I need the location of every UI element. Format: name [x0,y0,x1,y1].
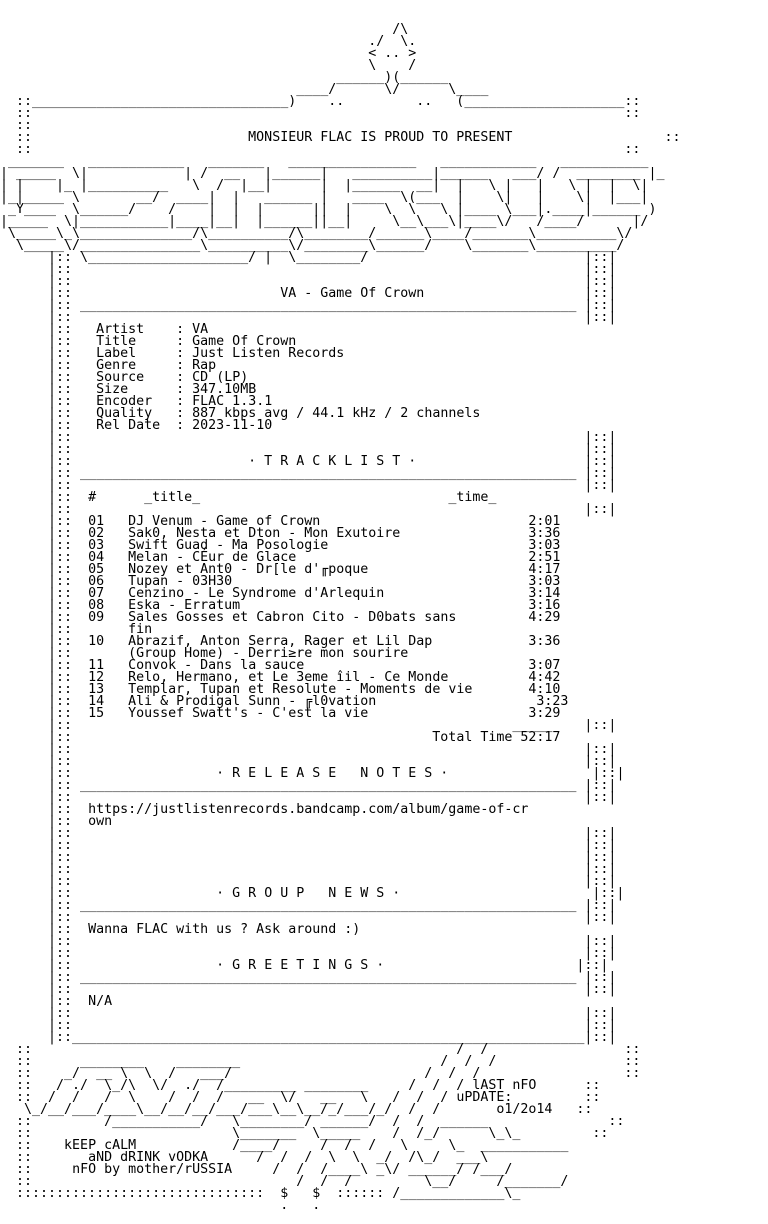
track-row: |:: 08 Eska - Erratum 3:16 [0,598,561,613]
track-title: Sak0, Nesta et Dton - Mon Exutoire [128,526,401,541]
info-row-genre: |:: Genre : Rap [0,358,217,373]
group-news-text: Wanna FLAC with us ? Ask around :) [88,922,361,937]
info-key: Artist [96,322,145,337]
track-number: 07 [88,586,105,601]
track-row: |:: 01 DJ Venum - Game of Crown 2:01 [0,514,561,529]
track-number: 03 [88,538,105,553]
presenter-row: :: MONSIEUR FLAC IS PROUD TO PRESENT :: [0,130,681,145]
footer-last-nfo: lAST nFO [472,1078,537,1093]
track-time: 3:16 [528,598,561,613]
info-row-rel-date: |:: Rel Date : 2023-11-10 [0,418,273,433]
info-value: 887 kbps avg / 44.1 kHz / 2 channels [192,406,481,421]
track-row: |:: 05 Nozey et Ant0 - Dr[le d'╓poque 4:17 [0,562,561,577]
footer-motto-keep-calm: kEEP cALM [64,1138,137,1153]
column-header-time: _time_ [448,490,497,505]
track-title: Templar, Tupan et Resolute - Moments de vie [128,682,473,697]
tracklist-heading-row: |:: · T R A C K L I S T · |::| [0,454,617,469]
track-row: |:: 14 Ali & Prodigal Sunn - ╔l0vation 3:23 [0,694,569,709]
track-number: 08 [88,598,105,613]
release-notes-url[interactable]: https://justlistenrecords.bandcamp.com/album/game-of-cr [88,802,529,817]
footer-credit: nFO by mother/rUSSIA [72,1162,233,1177]
track-time: 3:03 [528,574,561,589]
track-row: |:: 07 Cenzino - Le Syndrome d'Arlequin 3:14 [0,586,561,601]
track-number: 06 [88,574,105,589]
track-time: 4:42 [528,670,561,685]
greetings-row: |:: N/A [0,994,113,1009]
track-time: 4:17 [528,562,561,577]
track-row-continued: |:: fin [0,622,153,637]
info-key: Size [96,382,129,397]
group-news-heading-row: |:: · G R O U P N E W S · |::| [0,886,625,901]
footer-update-row: :: / / / \ / / / __ \/ __ \ / / / uPDATE: :: [0,1090,601,1105]
track-time: 3:07 [528,658,561,673]
track-row: |:: 10 Abrazif, Anton Serra, Rager et Lil Dap 3:36 [0,634,561,649]
footer-logo-art-middle: :: /___________/ \________/ ______/ / / ______ :: :: \_______ \_____ / /_/ \_\_ :: [16,1114,625,1141]
tracklist-heading: · T R A C K L I S T · [248,454,417,469]
total-time-row: |:: Total Time 52:17 [0,730,561,745]
info-key: Genre [96,358,137,373]
track-row: |:: 06 Tupan - 03H30 3:03 [0,574,561,589]
track-time: 3:23 [536,694,569,709]
release-notes-heading: · R E L E A S E N O T E S · [216,766,449,781]
release-title-row: |:: VA - Game Of Crown |::| [0,286,617,301]
track-time: 2:01 [528,514,561,529]
footer-credit-row: :: nFO by mother/rUSSIA / / /____\ _\/ ______/ /___/ [0,1162,513,1177]
tracklist-column-headers: |:: # _title_ _time_ [0,490,497,505]
release-notes-url-continued[interactable]: own [88,814,113,829]
release-title: VA - Game Of Crown [280,286,425,301]
track-number: 04 [88,550,105,565]
info-row-title: |:: Title : Game Of Crown [0,334,297,349]
info-row-size: |:: Size : 347.10MB [0,382,257,397]
footer-motto2-row: :: aND dRINK vODKA / / / \ \ _/ /\_/ ___\ [0,1150,489,1165]
track-number: 01 [88,514,105,529]
group-logo-art: :: :: _______ ____________ _______ ________________ ____________ ___________ | _____ \| | / __ |______| __________|______ ___/ / ________ |_ | | |_ |__________ \ / |__| | |______ __| | \ | | \ | | \| |_|_____ \ __/ ____| | ______ | ____ \(___ | \| | \| |___| _Y____ \______/ / | | | || | \ \ \ |____ \___|.____|______ ) |_____ \|___________|____|__| |______||__| \__\___\|____\/ /____/ |/ \_____\_\______________/\__________/\________/______\____/_______\__________\/ \_____\/_______________\__________\/________\______/ \_______\__________/ |:: \____________________/ | \________/ |::| |:: |::| [0,142,665,277]
footer-date: o1/2o14 [496,1102,553,1117]
track-number: 15 [88,706,105,721]
info-key: Encoder [96,394,153,409]
track-time: 3:29 [528,706,561,721]
track-row: |:: 02 Sak0, Nesta et Dton - Mon Exutoire 3:36 [0,526,561,541]
footer-motto1-row: :: kEEP cALM /____/ / / / \ \_ ___________ [0,1138,569,1153]
track-title: Nozey et Ant0 - Dr[le d'╓poque [128,562,369,577]
footer-update: uPDATE: [456,1090,513,1105]
info-value: CD (LP) [192,370,249,385]
info-key: Rel Date [96,418,161,433]
footer-motto-drink-vodka: aND dRINK vODKA [88,1150,209,1165]
track-row: |:: 12 Relo, Hermano, et Le 3eme îil - Ce Monde 4:42 [0,670,561,685]
presenter-line: MONSIEUR FLAC IS PROUD TO PRESENT [248,130,513,145]
info-value: Game Of Crown [192,334,297,349]
nfo-document: /\ ./ \. < .. > \ / ______)(______ ____/ \/ \____ ::________________________________) .. .. (____________________:: :: :: :: :: MONSIEUR FLAC IS PROUD TO PRESENT :: :: :: _______ ____________ _______ ________________ ____________ ___________ | _____ \| | / __ |______| __________|______ ___/ / ________ |_ | | |_ |__________ \ / |__| | |______ __| | \ | | \ | | \| |_|_____ \ __/ ____| | ______ | ____ \(___ | \| | \| |___| _Y____ \______/ / | | | || | \ \ \ |____ \___|.____|______ ) |_____ \|___________|____|__| |______||__| \__\___\|____\/ /____/ |/ \_____\_\______________/\__________/\________/______\____/_______\__________\/ \_____\/_______________\__________\/________\______/ \_______\__________/ |:: \____________________/ | \________/ |::| |:: |::| |:: |::| |:: VA - Game Of Crown |::| |:: ______________________________________________________________ |::| |:: |::| |:: Artist : VA |:: Title : Game Of Crown |:: Label : Just Listen Records |:: Genre : Rap |:: Source : CD (LP) |:: Size : 347.10MB |:: Encoder : FLAC 1.3.1 |:: Quality : 887 kbps avg / 44.1 kHz / 2 channels |:: Rel Date : 2023-11-10 |:: |::| |:: |::| |:: · T R A C K L I S T · |::| |:: ______________________________________________________________ |::| |:: |::| |:: # _title_ _time_ |:: |::| |:: 01 DJ Venum - Game of Crown 2:01 |:: 02 Sak0, Nesta et Dton - Mon Exutoire 3:36 |:: 03 Swift Guad - Ma Posologie 3:03 |:: 04 Melan - CÉur de Glace 2:51 |:: 05 Nozey et Ant0 - Dr[le d'╓poque 4:17 |:: 06 Tupan - 03H30 3:03 |:: 07 Cenzino - Le Syndrome d'Arlequin 3:14 |:: 08 Eska - Erratum 3:16 |:: 09 Sales Gosses et Cabron Cito - D0bats sans 4:29 |:: fin |:: 10 Abrazif, Anton Serra, Rager et Lil Dap 3:36 |:: (Group Home) - Derri≥re mon sourire |:: 11 Convok - Dans la sauce 3:07 |:: 12 Relo, Hermano, et Le 3eme îil - Ce Monde 4:42 |:: 13 Templar, Tupan et Resolute - Moments de vie 4:10 |:: 14 Ali & Prodigal Sunn - ╔l0vation 3:23 |:: 15 Youssef Swatt's - C'est la vie 3:29 |:: _____ |::| |:: Total Time 52:17 |:: |::| |:: |::| |:: · R E L E A S E N O T E S · |::| |:: ______________________________________________________________ |::| |:: |::| |:: https://justlistenrecords.bandcamp.com/album/game-of-cr |:: own |:: |::| |:: |::| |:: |::| |:: |::| |:: |::| |:: · G R O U P N E W S · |::| |:: ______________________________________________________________ |::| |:: |::| |:: Wanna FLAC with us ? Ask around :) |:: |::| |:: |::| |:: · G R E E T I N G S · |::| |:: ______________________________________________________________ |::| |:: |::| |:: N/A |:: |::| |:: |::| |::________________________________________________________________|::| :: / / :: :: ________ ________ / / / :: :: _/ __ \ \ / ___/ / / / :: :: / ./ \_/\ \/ ./ /_________ ________ / / / lAST nFO :: :: / / / \ / / / __ \/ __ \ / / / uPDATE: :: \_/__/___/____\__/__/__/___/___\__\__/_/___/_/ / / o1/2o14 :: :: /___________/ \________/ ______/ / / ______ :: :: \_______ \_____ / /_/ \_\_ :: :: kEEP cALM /____/ / / / \ \_ ___________ :: aND dRINK vODKA / / / \ \ _/ /\_/ ___\ :: nFO by mother/rUSSIA / / /____\ _\/ ______/ /___/ :: / / / \__/ /_______/ ::::::::::::::::::::::::::::::: $ $ :::::: /_____________\_ . . [0,22,681,1213]
release-info-block [0,324,680,432]
track-title: DJ Venum - Game of Crown [128,514,321,529]
track-title: Melan - CÉur de Glace [128,550,297,565]
track-title: Youssef Swatt's - C'est la vie [128,706,369,721]
track-number: 02 [88,526,105,541]
track-title-continued: fin [128,622,153,637]
column-header-number: # [88,490,97,505]
track-number: 11 [88,658,105,673]
track-number: 10 [88,634,105,649]
column-header-title: _title_ [144,490,201,505]
track-time: 4:29 [528,610,561,625]
track-title: Cenzino - Le Syndrome d'Arlequin [128,586,385,601]
track-time: 3:36 [528,526,561,541]
track-title: Tupan - 03H30 [128,574,233,589]
track-row: |:: 03 Swift Guad - Ma Posologie 3:03 [0,538,561,553]
info-row-label: |:: Label : Just Listen Records [0,346,345,361]
release-notes-heading-row: |:: · R E L E A S E N O T E S · |::| [0,766,625,781]
track-list [0,516,680,720]
track-title: Swift Guad - Ma Posologie [128,538,329,553]
info-value: 2023-11-10 [192,418,273,433]
track-number: 13 [88,682,105,697]
info-row-source: |:: Source : CD (LP) [0,370,249,385]
track-time: 3:03 [528,538,561,553]
track-title: Convok - Dans la sauce [128,658,305,673]
track-time: 2:51 [528,550,561,565]
group-news-row: |:: Wanna FLAC with us ? Ask around :) [0,922,361,937]
group-news-heading: · G R O U P N E W S · [216,886,401,901]
track-number: 14 [88,694,105,709]
header-logo-art: /\ ./ \. < .. > \ / ______)(______ ____/ \/ \____ ::________________________________) .. .. (____________________:: :: :: :: [16,22,641,133]
track-title: Sales Gosses et Cabron Cito - D0bats sans [128,610,457,625]
track-time: 3:36 [528,634,561,649]
release-notes-line: |:: own [0,814,113,829]
info-value: 347.10MB [192,382,257,397]
info-key: Label [96,346,137,361]
footer-logo-art-top: :: / / :: :: ________ ________ / / / :: :: _/ __ \ \ / ___/ / / / :: [16,1042,641,1081]
track-time: 3:14 [528,586,561,601]
track-row: |:: 04 Melan - CÉur de Glace 2:51 [0,550,561,565]
greetings-heading-row: |:: · G R E E T I N G S · |::| [0,958,609,973]
track-number: 12 [88,670,105,685]
track-title: Relo, Hermano, et Le 3eme îil - Ce Monde [128,670,449,685]
footer-logo-art-bottom: :: / / / \__/ /_______/ ::::::::::::::::::::::::::::::: $ $ :::::: /_____________\_ . . [16,1174,569,1213]
info-row-quality: |:: Quality : 887 kbps avg / 44.1 kHz / 2 channels [0,406,481,421]
release-notes-line: |:: https://justlistenrecords.bandcamp.com/album/game-of-cr [0,802,529,817]
track-number: 09 [88,610,105,625]
footer-date-row: \_/__/___/____\__/__/__/___/___\__\__/_/___/_/ / / o1/2o14 :: [0,1102,593,1117]
info-key: Source [96,370,145,385]
track-title: Eska - Erratum [128,598,241,613]
track-row: |:: 15 Youssef Swatt's - C'est la vie 3:29 [0,706,561,721]
total-time: Total Time 52:17 [432,730,561,745]
track-title: Ali & Prodigal Sunn - ╔l0vation [128,694,377,709]
track-row-continued: |:: (Group Home) - Derri≥re mon sourire [0,646,409,661]
info-value: FLAC 1.3.1 [192,394,273,409]
greetings-heading: · G R E E T I N G S · [216,958,385,973]
footer-last-nfo-row: :: / ./ \_/\ \/ ./ /_________ ________ / / / lAST nFO :: [0,1078,601,1093]
track-row: |:: 09 Sales Gosses et Cabron Cito - D0bats sans 4:29 [0,610,561,625]
track-row: |:: 13 Templar, Tupan et Resolute - Moments de vie 4:10 [0,682,561,697]
greetings-text: N/A [88,994,113,1009]
info-value: VA [192,322,209,337]
info-value: Rap [192,358,217,373]
info-value: Just Listen Records [192,346,345,361]
info-key: Quality [96,406,153,421]
info-row-encoder: |:: Encoder : FLAC 1.3.1 [0,394,273,409]
track-number: 05 [88,562,105,577]
track-time: 4:10 [528,682,561,697]
info-key: Title [96,334,137,349]
track-row: |:: 11 Convok - Dans la sauce 3:07 [0,658,561,673]
track-title-continued: (Group Home) - Derri≥re mon sourire [128,646,409,661]
info-row-artist: |:: Artist : VA [0,322,209,337]
track-title: Abrazif, Anton Serra, Rager et Lil Dap [128,634,433,649]
